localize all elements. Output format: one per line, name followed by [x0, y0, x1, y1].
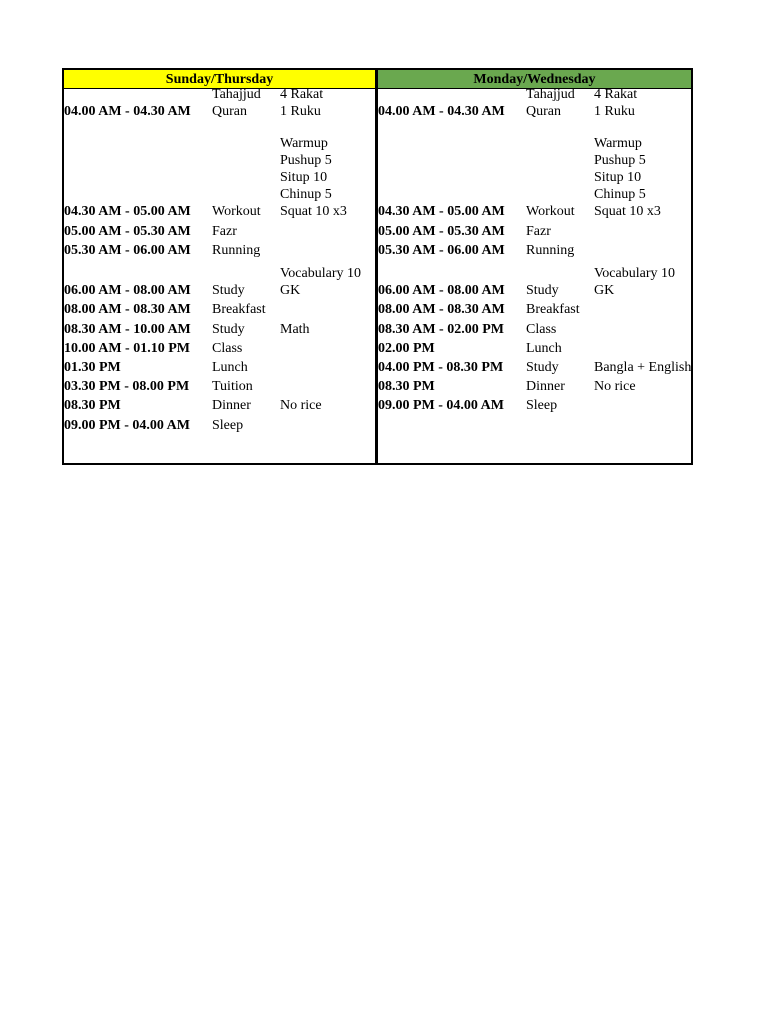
note-cell: 1 Ruku — [280, 104, 321, 119]
note-cell: Warmup — [280, 136, 328, 151]
note-cell: Squat 10 x3 — [280, 204, 347, 219]
time-cell: 08.30 AM - 10.00 AM — [64, 322, 191, 337]
time-cell: 09.00 PM - 04.00 AM — [378, 398, 504, 413]
time-cell: 03.30 PM - 08.00 PM — [64, 379, 190, 394]
time-cell: 08.00 AM - 08.30 AM — [378, 302, 505, 317]
time-cell: 08.30 PM — [378, 379, 435, 394]
note-cell: Vocabulary 10 — [594, 266, 675, 281]
note-cell: 4 Rakat — [594, 87, 638, 102]
time-cell: 09.00 PM - 04.00 AM — [64, 418, 190, 433]
note-cell: Chinup 5 — [280, 187, 332, 202]
note-cell: Chinup 5 — [594, 187, 646, 202]
note-cell: 4 Rakat — [280, 87, 324, 102]
activity-cell: Dinner — [212, 398, 251, 413]
activity-cell: Study — [212, 322, 245, 337]
time-cell: 04.00 AM - 04.30 AM — [64, 104, 191, 119]
time-cell: 08.00 AM - 08.30 AM — [64, 302, 191, 317]
note-cell: Situp 10 — [594, 170, 642, 185]
activity-cell: Fazr — [212, 224, 237, 239]
activity-cell: Fazr — [526, 224, 551, 239]
schedule-sheet — [62, 68, 693, 465]
note-cell: Pushup 5 — [280, 153, 332, 168]
activity-cell: Dinner — [526, 379, 565, 394]
activity-cell: Study — [526, 283, 559, 298]
activity-cell: Class — [212, 341, 243, 356]
time-cell: 05.30 AM - 06.00 AM — [378, 243, 505, 258]
activity-cell: Breakfast — [526, 302, 580, 317]
time-cell: 04.00 PM - 08.30 PM — [378, 360, 504, 375]
schedule-monday-wednesday — [378, 70, 691, 463]
note-cell: Bangla + English — [594, 360, 692, 375]
note-cell: GK — [280, 283, 301, 298]
activity-cell: Study — [526, 360, 559, 375]
note-cell: Math — [280, 322, 310, 337]
time-cell: 02.00 PM — [378, 341, 435, 356]
time-cell: 05.00 AM - 05.30 AM — [378, 224, 505, 239]
activity-cell: Quran — [526, 104, 561, 119]
time-cell: 06.00 AM - 08.00 AM — [378, 283, 505, 298]
time-cell: 08.30 AM - 02.00 PM — [378, 322, 504, 337]
activity-cell: Sleep — [212, 418, 244, 433]
note-cell: Vocabulary 10 — [280, 266, 361, 281]
time-cell: 06.00 AM - 08.00 AM — [64, 283, 191, 298]
activity-cell: Class — [526, 322, 557, 337]
activity-cell: Breakfast — [212, 302, 266, 317]
time-cell: 08.30 PM — [64, 398, 121, 413]
activity-cell: Lunch — [212, 360, 248, 375]
note-cell: No rice — [594, 379, 636, 394]
time-cell: 04.30 AM - 05.00 AM — [64, 204, 191, 219]
note-cell: Squat 10 x3 — [594, 204, 661, 219]
time-cell: 04.30 AM - 05.00 AM — [378, 204, 505, 219]
time-cell: 05.00 AM - 05.30 AM — [64, 224, 191, 239]
note-cell: Pushup 5 — [594, 153, 646, 168]
time-cell: 05.30 AM - 06.00 AM — [64, 243, 191, 258]
note-cell: Warmup — [594, 136, 642, 151]
schedule-sunday-thursday — [64, 70, 378, 463]
activity-cell: Quran — [212, 104, 247, 119]
time-cell: 01.30 PM — [64, 360, 121, 375]
note-cell: 1 Ruku — [594, 104, 635, 119]
activity-cell: Workout — [526, 204, 575, 219]
time-cell: 10.00 AM - 01.10 PM — [64, 341, 190, 356]
activity-cell: Tahajjud — [526, 87, 575, 102]
column-header: Monday/Wednesday — [378, 70, 691, 89]
activity-cell: Lunch — [526, 341, 562, 356]
column-header: Sunday/Thursday — [64, 70, 375, 89]
activity-cell: Sleep — [526, 398, 558, 413]
note-cell: No rice — [280, 398, 322, 413]
note-cell: GK — [594, 283, 615, 298]
activity-cell: Running — [526, 243, 575, 258]
activity-cell: Workout — [212, 204, 261, 219]
note-cell: Situp 10 — [280, 170, 328, 185]
activity-cell: Tuition — [212, 379, 253, 394]
activity-cell: Tahajjud — [212, 87, 261, 102]
activity-cell: Study — [212, 283, 245, 298]
time-cell: 04.00 AM - 04.30 AM — [378, 104, 505, 119]
activity-cell: Running — [212, 243, 261, 258]
